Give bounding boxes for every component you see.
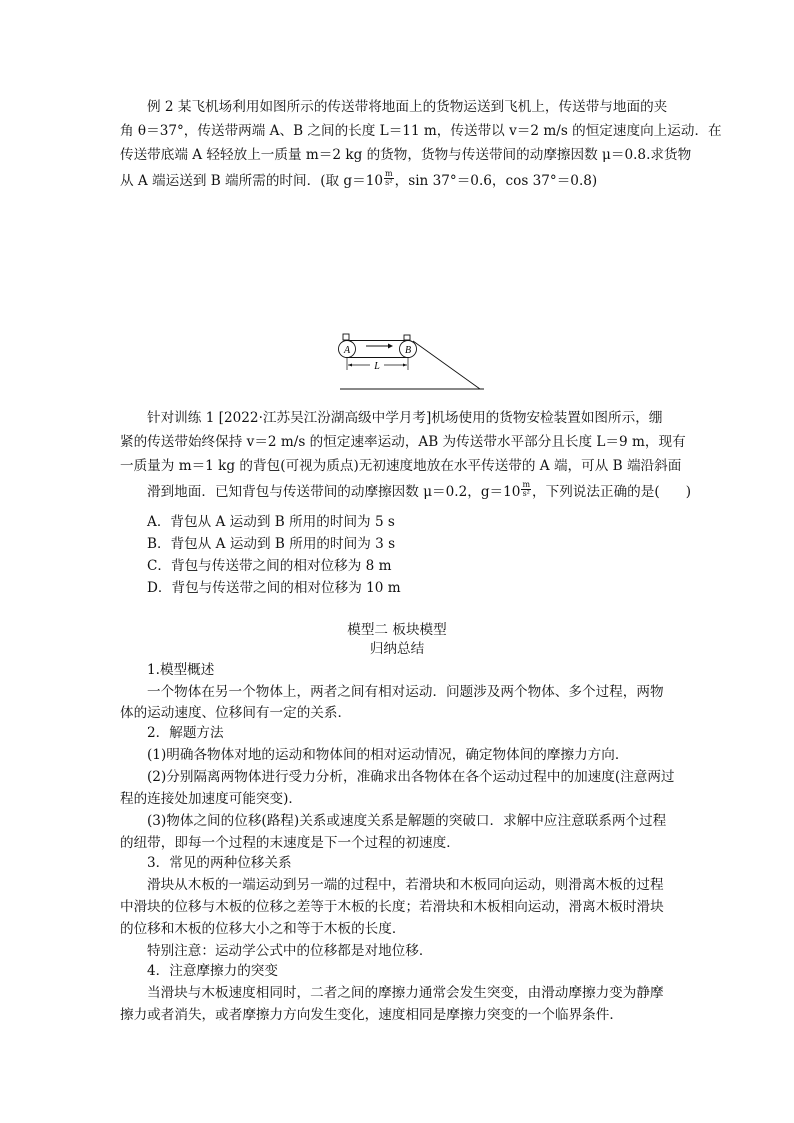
length-dimension bbox=[348, 361, 407, 372]
example2-line4-post: ，sin 37°＝0.6，cos 37°＝0.8) bbox=[394, 173, 598, 189]
section-subtitle: 归纳总结 bbox=[369, 641, 425, 657]
example2-line4-pre: 从 A 端运送到 B 端所需的时间．(取 g＝10 bbox=[120, 173, 384, 189]
para2-line3a: (3)物体之间的位移(路程)关系或速度关系是解题的突破口．求解中应注意联系两个过程 bbox=[147, 813, 667, 829]
roller-b bbox=[400, 341, 417, 358]
unit-fraction bbox=[521, 481, 531, 498]
para2-line3b: 的纽带，即每一个过程的末速度是下一个过程的初速度． bbox=[120, 835, 460, 851]
training1-line1: 针对训练 1 [2022·江苏吴江汾湖高级中学月考]机场使用的货物安检装置如图所示，绷 bbox=[147, 410, 663, 426]
slope-line bbox=[413, 341, 480, 389]
para1-line1: 一个物体在另一个物体上，两者之间有相对运动．问题涉及两个物体、多个过程，两物 bbox=[147, 684, 664, 700]
para2-line2a: (2)分别隔离两物体进行受力分析，准确求出各物体在各个运动过程中的加速度(注意两过 bbox=[147, 769, 675, 785]
option-d: D．背包与传送带之间的相对位移为 10 m bbox=[147, 580, 401, 596]
section-title: 模型二 板块模型 bbox=[347, 622, 447, 638]
example2-line3: 传送带底端 A 轻轻放上一质量 m＝2 kg 的货物，货物与传送带间的动摩擦因数 μ＝0.8.求货物 bbox=[120, 147, 692, 163]
heading-4: 4．注意摩擦力的突变 bbox=[147, 963, 278, 979]
unit-fraction bbox=[384, 170, 394, 187]
heading-2: 2．解题方法 bbox=[147, 725, 224, 741]
label-l: L bbox=[374, 361, 380, 372]
training1-line4-post: ，下列说法正确的是( bbox=[532, 484, 660, 500]
training1-line4-pre: 滑到地面．已知背包与传送带间的动摩擦因数 μ＝0.2，g＝10 bbox=[147, 484, 521, 500]
para3-line2: 中滑块的位移与木板的位移之差等于木板的长度；若滑块和木板相向运动，滑离木板时滑块 bbox=[120, 899, 664, 915]
example2-line1: 例 2 某飞机场利用如图所示的传送带将地面上的货物运送到飞机上，传送带与地面的夹 bbox=[147, 99, 668, 115]
para1-line2: 体的运动速度、位移间有一定的关系． bbox=[120, 705, 352, 721]
para2-line2b: 程的连接处加速度可能突变)． bbox=[120, 791, 303, 807]
fraction-denominator: s² bbox=[522, 489, 530, 498]
heading-1: 1.模型概述 bbox=[147, 662, 215, 678]
label-a: A bbox=[343, 345, 351, 356]
para4-line2: 擦力或者消失，或者摩擦力方向发生变化，速度相同是摩擦力突变的一个临界条件． bbox=[120, 1007, 623, 1023]
training1-line4 bbox=[147, 481, 691, 503]
para4-line1: 当滑块与木板速度相同时，二者之间的摩擦力通常会发生突变，由滑动摩擦力变为静摩 bbox=[147, 985, 664, 1001]
conveyor-belt-figure bbox=[334, 330, 494, 394]
example2-line2: 角 θ＝37°，传送带两端 A、B 之间的长度 L＝11 m，传送带以 v＝2 m/s 的恒定速度向上运动．在 bbox=[120, 123, 722, 139]
label-b: B bbox=[404, 345, 412, 356]
para2-line1: (1)明确各物体对地的运动和物体间的相对运动情况，确定物体间的摩擦力方向． bbox=[147, 747, 629, 763]
box-b-icon bbox=[404, 335, 410, 340]
answer-paren-close: ) bbox=[685, 484, 691, 500]
box-a-icon bbox=[343, 334, 349, 340]
option-c: C．背包与传送带之间的相对位移为 8 m bbox=[147, 558, 392, 574]
training1-line3: 一质量为 m＝1 kg 的背包(可视为质点)无初速度地放在水平传送带的 A 端，可从 B 端沿斜面 bbox=[120, 458, 682, 474]
para3-line3: 的位移和木板的位移大小之和等于木板的长度． bbox=[120, 921, 406, 937]
option-b: B．背包从 A 运动到 B 所用的时间为 3 s bbox=[147, 536, 396, 552]
fraction-numerator: m bbox=[385, 169, 393, 178]
fraction-denominator: s² bbox=[385, 178, 393, 187]
fraction-numerator: m bbox=[522, 480, 531, 489]
roller-a bbox=[339, 341, 356, 358]
para3-line1: 滑块从木板的一端运动到另一端的过程中，若滑块和木板同向运动，则滑离木板的过程 bbox=[147, 877, 664, 893]
option-a: A．背包从 A 运动到 B 所用的时间为 5 s bbox=[147, 514, 395, 530]
training1-line2: 紧的传送带始终保持 v＝2 m/s 的恒定速率运动，AB 为传送带水平部分且长度 L＝9 m，现有 bbox=[120, 434, 686, 450]
velocity-arrow-icon bbox=[366, 344, 393, 349]
heading-3: 3．常见的两种位移关系 bbox=[147, 855, 292, 871]
para3-note: 特别注意：运动学公式中的位移都是对地位移． bbox=[147, 943, 433, 959]
example2-line4 bbox=[120, 170, 597, 192]
